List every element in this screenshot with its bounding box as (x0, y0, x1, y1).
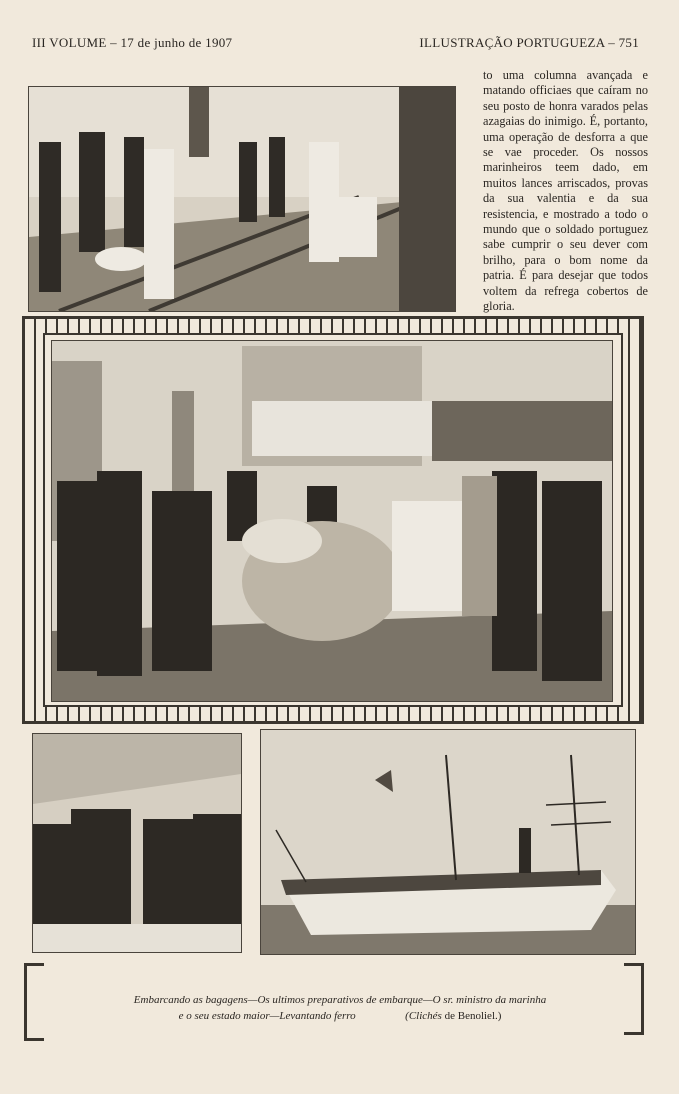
photo-credit-name: de Benoliel.) (444, 1010, 502, 1022)
photo-minister-and-staff (32, 733, 242, 953)
photo-credit-prefix: (Clichés (405, 1010, 442, 1022)
caption-line-1: Embarcando as bagagens—Os ultimos preparativos de embarque—O sr. ministro da marinha (133, 994, 547, 1006)
caption-line-2-text: e o seu estado maior—Levantando ferro (178, 1010, 356, 1022)
photo-last-preparations (51, 340, 613, 702)
photo-weighing-anchor (260, 729, 636, 955)
running-header-title-page: ILLUSTRAÇÃO PORTUGUEZA – 751 (419, 35, 639, 50)
running-header-volume-date: III VOLUME – 17 de junho de 1907 (32, 35, 233, 50)
photo-embarking-baggage (28, 86, 456, 312)
frame-bracket-left (24, 963, 44, 1041)
photo-caption (50, 992, 630, 1024)
article-body-text: to uma columna avançada e matando officiaes que caíram no seu posto de honra varados pelas azagaias do inimigo. É, portanto, uma operação de desforra a que se vae proceder. Os nossos marinheiros teem dado, em muitos lances arriscados, provas da sua valentia e da sua resistencia, e mostrado a todo o mundo que o soldado portuguez sabe cumprir o seu dever com brilho, para o bom nome da patria. É para desejar que todos voltem da refrega cobertos de gloria. (483, 68, 648, 314)
caption-line-2 (50, 1008, 630, 1024)
